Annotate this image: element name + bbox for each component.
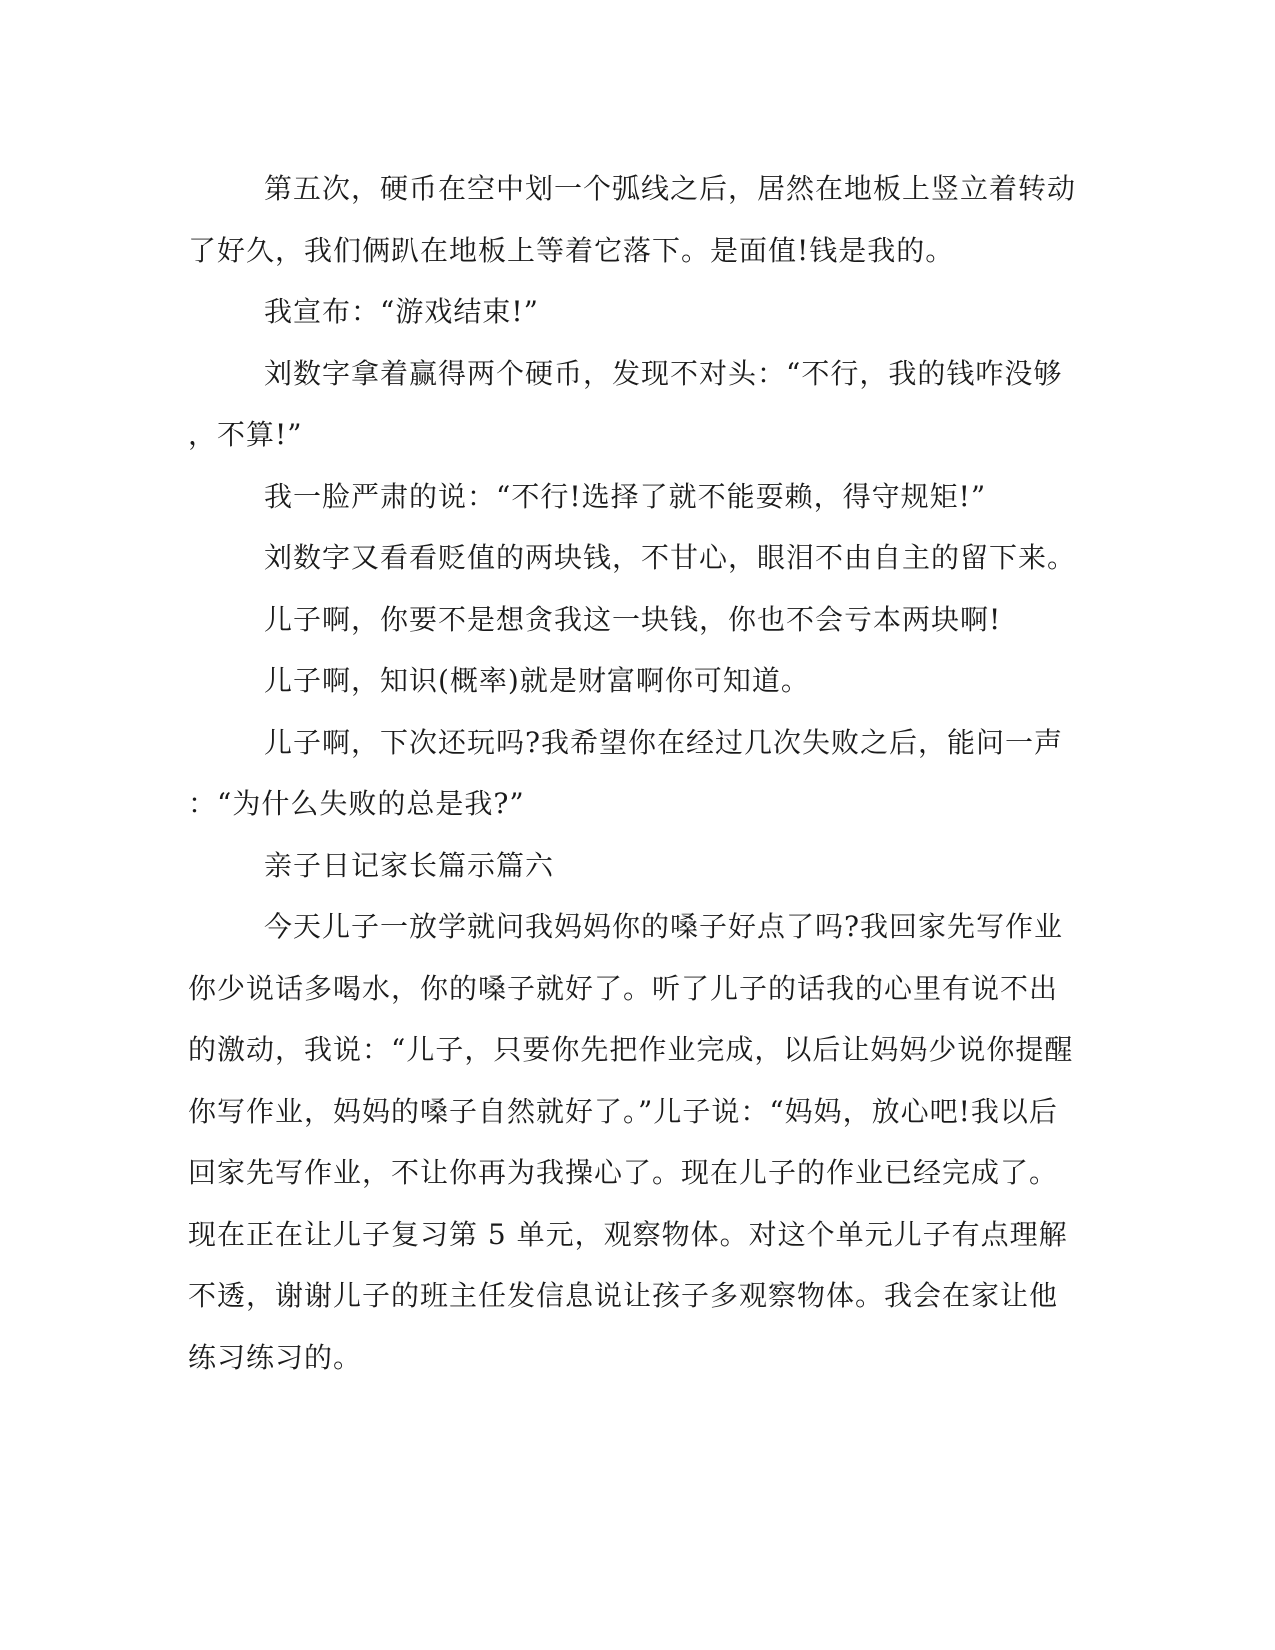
text-line: 练习练习的。 xyxy=(188,1340,363,1374)
document-body xyxy=(188,158,1077,1388)
text-line: 今天儿子一放学就问我妈妈你的嗓子好点了吗?我回家先写作业 xyxy=(264,910,1064,943)
text-line: 刘数字拿着赢得两个硬币，发现不对头：“不行，我的钱咋没够 xyxy=(264,356,1063,390)
text-line: 不透，谢谢儿子的班主任发信息说让孩子多观察物体。我会在家让他 xyxy=(188,1279,1059,1312)
text-line: 儿子啊，知识(概率)就是财富啊你可知道。 xyxy=(264,664,810,697)
text-line: ：“为什么失败的总是我?” xyxy=(188,787,525,820)
text-line: ，不算!” xyxy=(188,418,303,451)
text-line: 现在正在让儿子复习第 5 单元，观察物体。对这个单元儿子有点理解 xyxy=(188,1217,1068,1251)
text-line: 儿子啊，你要不是想贪我这一块钱，你也不会亏本两块啊! xyxy=(264,602,1002,636)
text-line: 刘数字又看看贬值的两块钱，不甘心，眼泪不由自主的留下来。 xyxy=(264,541,1077,574)
text-line: 你少说话多喝水，你的嗓子就好了。听了儿子的话我的心里有说不出 xyxy=(188,971,1059,1005)
text-line: 第五次，硬币在空中划一个弧线之后，居然在地板上竖立着转动 xyxy=(264,172,1077,205)
text-line: 你写作业，妈妈的嗓子自然就好了。”儿子说：“妈妈，放心吧!我以后 xyxy=(188,1094,1058,1128)
text-line: 我一脸严肃的说：“不行!选择了就不能耍赖，得守规矩!” xyxy=(264,479,987,513)
text-line: 我宣布：“游戏结束!” xyxy=(264,295,539,328)
text-line: 回家先写作业，不让你再为我操心了。现在儿子的作业已经完成了。 xyxy=(188,1156,1059,1189)
text-line: 的激动，我说：“儿子，只要你先把作业完成，以后让妈妈少说你提醒 xyxy=(188,1033,1074,1066)
text-line: 了好久，我们俩趴在地板上等着它落下。是面值!钱是我的。 xyxy=(188,233,955,267)
section-heading: 亲子日记家长篇示篇六 xyxy=(264,848,555,882)
text-line: 儿子啊，下次还玩吗?我希望你在经过几次失败之后，能问一声 xyxy=(264,725,1064,759)
